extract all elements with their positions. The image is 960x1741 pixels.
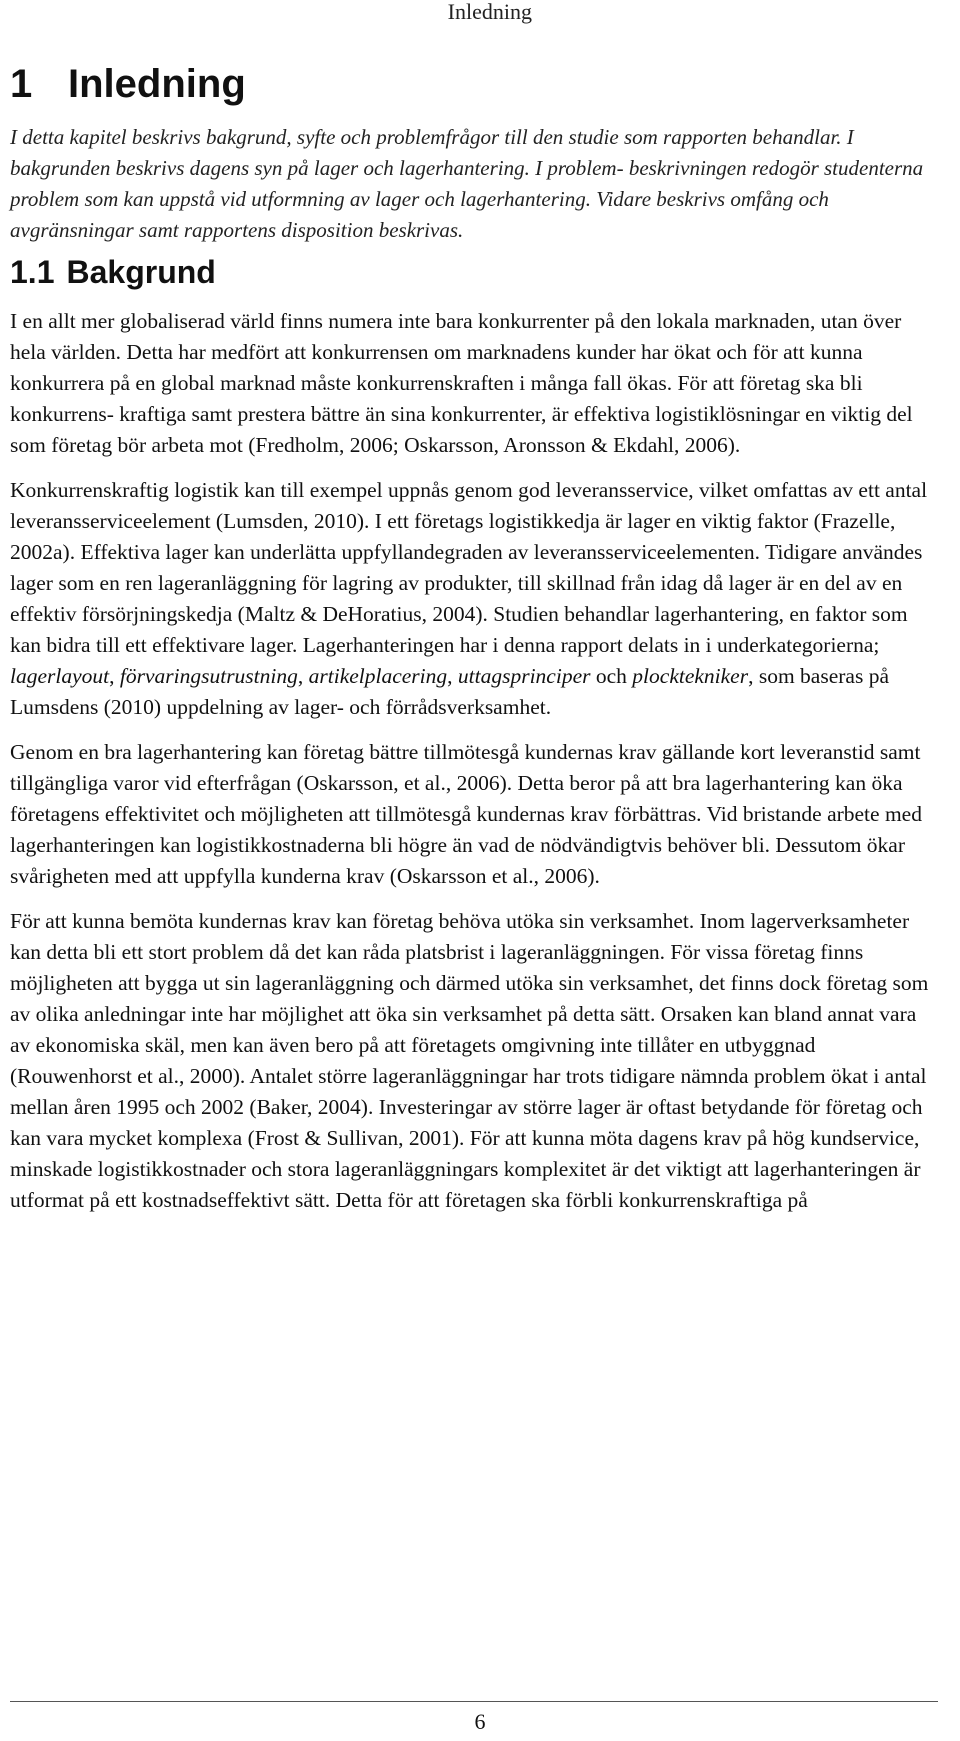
footer-divider (10, 1701, 938, 1702)
separator: , (297, 664, 309, 688)
section-heading (10, 252, 938, 292)
paragraph-3: Genom en bra lagerhantering kan företag bättre tillmötesgå kundernas krav gällande kort leveranstid samt tillgängliga varor vid efterfrågan (Oskarsson, et al., 2006). Detta beror på att bra lagerhantering kan öka företagens effektivitet och möjligheten att tillmötesgå kundernas krav förbättras. Vid bristande arbete med lagerhanteringen kan logistikkostnaderna bli högre än vad de nödvändigtvis behöver bli. Dessutom ökar svårigheten med att uppfylla kunderna krav (Oskarsson et al., 2006). (10, 740, 922, 888)
chapter-heading (10, 60, 938, 108)
term-lagerlayout: lagerlayout (10, 664, 110, 688)
page-content (10, 60, 938, 1230)
section-title: Bakgrund (66, 254, 216, 290)
paragraph-4: För att kunna bemöta kundernas krav kan företag behöva utöka sin verksamhet. Inom lagerverksamheter kan detta bli ett stort problem då det kan råda platsbrist i lageranläggningen. För vissa företag finns möjligheten att bygga ut sin lageranläggning och därmed utöka sin verksamhet, det finns dock företag som av olika anledningar inte har möjlighet att öka sin verksamhet på detta sätt. Orsaken kan bland annat vara av ekonomiska skäl, men kan även bero på att företagets omgivning inte tillåter en utbyggnad (Rouwenhorst et al., 2000). Antalet större lageranläggningar har trots tidigare nämnda problem ökat i antal mellan åren 1995 och 2002 (Baker, 2004). Investeringar av större lager är oftast betydande för företag och kan vara mycket komplexa (Frost & Sullivan, 2001). För att kunna möta dagens krav på hög kundservice, minskade logistikkostnader och stora lageranläggningars komplexitet är det viktigt att lagerhanteringen är utformat på ett kostnadseffektivt sätt. Detta för att företagen ska förbli konkurrenskraftiga på (10, 909, 929, 1212)
term-forvaringsutrustning: förvaringsutrustning (119, 664, 298, 688)
separator: och (590, 664, 633, 688)
section-number: 1.1 (10, 254, 55, 290)
paragraph-2-text-end: , som baseras på Lumsdens (2010) uppdelning av lager- och förrådsverksamhet. (10, 664, 889, 719)
chapter-number: 1 (10, 62, 33, 106)
paragraph-1: I en allt mer globaliserad värld finns numera inte bara konkurrenter på den lokala marknaden, utan över hela världen. Detta har medfört att konkurrensen om marknadens kunder har ökat och för att kunna konkurrera på en global marknad måste konkurrenskraften i många fall ökas. För att företag ska bli konkurrens- kraftiga samt prestera bättre än sina konkurrenter, är effektiva logistiklösningar en viktig del som företag bör arbeta mot (Fredholm, 2006; Oskarsson, Aronsson & Ekdahl, 2006). (10, 309, 913, 457)
term-artikelplacering: artikelplacering (308, 664, 448, 688)
chapter-title: Inledning (68, 62, 246, 106)
chapter-intro: I detta kapitel beskrivs bakgrund, syfte och problemfrågor till den studie som rapporten behandlar. I bakgrunden beskrivs dagens syn på lager och lagerhantering. I problem- beskrivningen redogör studenterna problem som kan uppstå vid utformning av lager och lagerhantering. Vidare beskrivs omfång och avgränsningar samt rapportens disposition beskrivas. (10, 125, 924, 242)
term-uttagsprinciper: uttagsprinciper (457, 664, 591, 688)
paragraph-2 (10, 475, 938, 723)
term-plocktekniker: plocktekniker (632, 664, 749, 688)
paragraph-2-text-start: Konkurrenskraftig logistik kan till exempel uppnås genom god leveransservice, vilket omfattas av ett antal leveransserviceelement (Lumsden, 2010). I ett företags logistikkedja är lager en viktig faktor (Frazelle, 2002a). Effektiva lager kan underlätta uppfyllandegraden av leveransserviceelementen. Tidigare användes lager som en ren lageranläggning för lagring av produkter, till skillnad från idag då lager är en del av en effektiv försörjningskedja (Maltz & DeHoratius, 2004). Studien behandlar lagerhantering, en faktor som kan bidra till ett effektivare lager. Lagerhanteringen har i denna rapport delats in i underkategorierna; (10, 478, 928, 657)
page-number: 6 (474, 1709, 486, 1734)
running-header: Inledning (447, 0, 532, 24)
separator: , (109, 664, 120, 688)
separator: , (447, 664, 458, 688)
